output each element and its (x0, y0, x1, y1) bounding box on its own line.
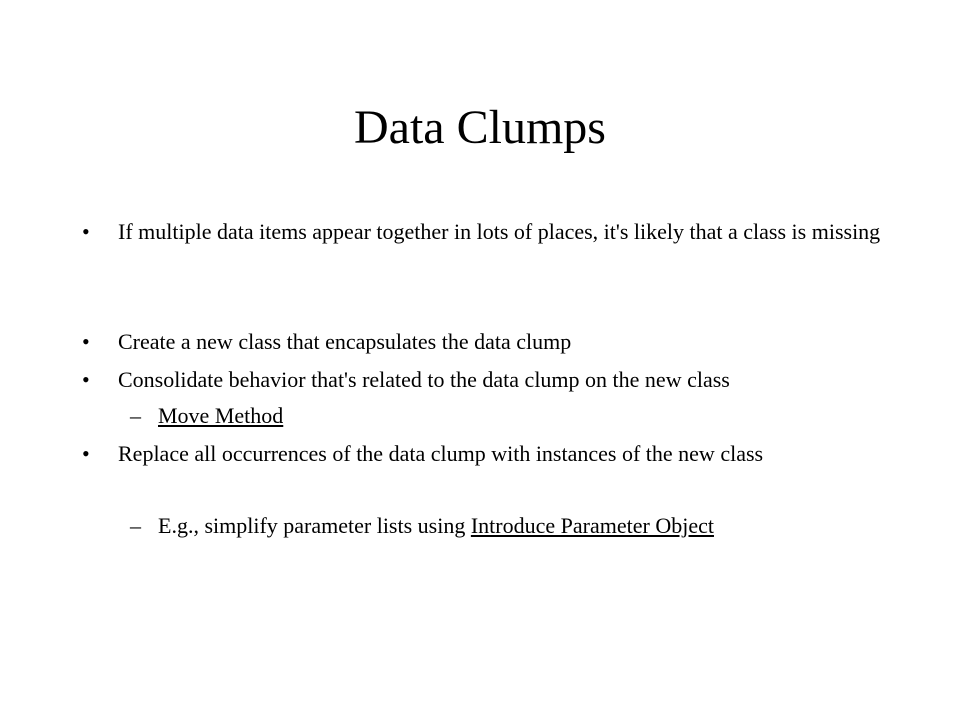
bullet-item (82, 326, 882, 358)
sub-bullet-text (82, 510, 882, 542)
bullet-text: If multiple data items appear together in lots of places, it's likely that a class is missing (118, 219, 881, 244)
bullet-text: Create a new class that encapsulates the data clump (118, 329, 572, 354)
bullet-text: Consolidate behavior that's related to the data clump on the new class (118, 367, 730, 392)
bullet-marker: • (82, 367, 90, 392)
move-method-link[interactable]: Move Method (158, 403, 284, 428)
dash-marker: – (130, 513, 141, 538)
bullet-item (82, 438, 882, 470)
bullet-item (82, 364, 882, 396)
bullet-marker: • (82, 441, 90, 466)
slide-title: Data Clumps (354, 101, 606, 154)
bullet-text: Replace all occurrences of the data clump with instances of the new class (118, 441, 764, 466)
sub-bullet-item (82, 400, 882, 432)
bullet-marker: • (82, 219, 90, 244)
bullet-marker: • (82, 329, 90, 354)
sub-bullet-prefix: E.g., simplify parameter lists using (158, 513, 471, 538)
dash-marker: – (130, 403, 141, 428)
bullet-item (82, 216, 882, 248)
introduce-parameter-object-link[interactable]: Introduce Parameter Object (470, 513, 714, 538)
sub-bullet-item (82, 510, 882, 542)
sub-bullet-text (82, 400, 882, 432)
